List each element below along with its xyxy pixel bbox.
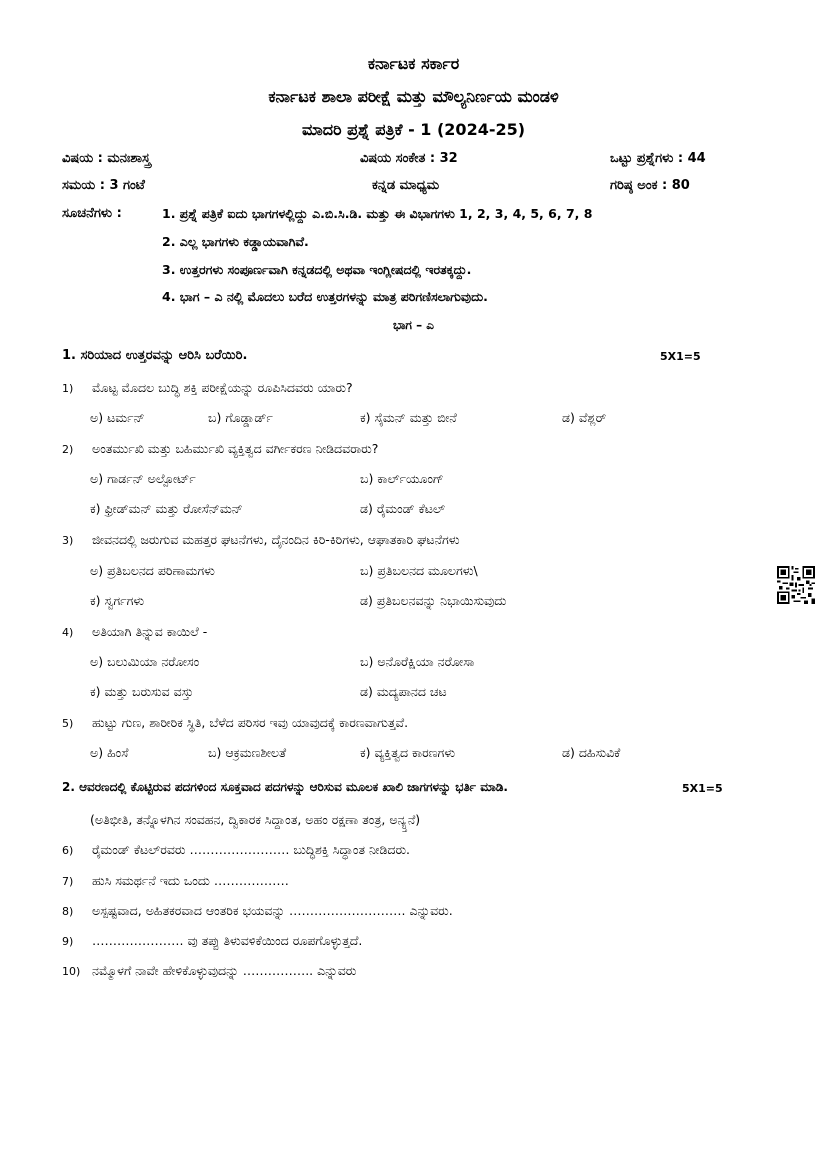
- question-number: 6): [62, 844, 74, 857]
- option: ಅ) ಪ್ರತಿಬಲನದ ಪರಿಣಾಮಗಳು: [90, 563, 215, 578]
- question-3: [62, 532, 460, 548]
- option: ಕ) ಸೈಮನ್ ಮತ್ತು ಬೀನೆ: [360, 410, 457, 425]
- question-number: 8): [62, 905, 74, 918]
- option: ಡ) ದಹಿಸುವಿಕೆ: [562, 745, 621, 760]
- medium: ಕನ್ನಡ ಮಾಧ್ಯಮ: [372, 178, 440, 193]
- word-bank: (ಅತಿಭೀತಿ, ತನ್ನೊಳಗಿನ ಸಂವಹನ, ದ್ವಿಕಾರಕ ಸಿದ್ದಾಂತ, ಅಹಂ ರಕ್ಷಣಾ ತಂತ್ರ, ಅನ್ಯ್ತನೆ): [90, 812, 421, 827]
- instruction-item: 1. ಪ್ರಶ್ನೆ ಪತ್ರಿಕೆ ಐದು ಭಾಗಗಳಲ್ಲಿದ್ದು ಎ.ಬಿ.ಸಿ.ಡಿ. ಮತ್ತು ಈ ವಿಭಾಗಗಳು 1, 2, 3, 4, 5, 6, 7, 8: [162, 206, 593, 221]
- total-questions: ಒಟ್ಟು ಪ್ರಶ್ನೆಗಳು : 44: [610, 151, 706, 166]
- part2-heading: 2. ಆವರಣದಲ್ಲಿ ಕೊಟ್ಟಿರುವ ಪದಗಳಿಂದ ಸೂಕ್ತವಾದ ಪದಗಳನ್ನು ಆರಿಸುವ ಮೂಲಕ ಖಾಲಿ ಜಾಗಗಳನ್ನು ಭರ್ತಿ ಮಾಡಿ.: [62, 780, 508, 794]
- option: ಬ) ಪ್ರತಿಬಲನದ ಮೂಲಗಳು\: [360, 563, 478, 578]
- option: ಡ) ವೆಶ್ಲರ್: [562, 410, 607, 425]
- question-text: ಅಸ್ಪಷ್ಟವಾದ, ಅಹಿತಕರವಾದ ಆಂತರಿಕ ಭಯವನ್ನು ………………………. ಎನ್ನುವರು.: [92, 903, 453, 918]
- part1-marks: 5X1=5: [660, 350, 701, 363]
- question-number: 1): [62, 382, 74, 395]
- government-title: ಕರ್ನಾಟಕ ಸರ್ಕಾರ: [367, 54, 460, 73]
- option: ಡ) ಮದ್ಯಪಾನದ ಚಟ: [360, 684, 447, 699]
- question-text: ಅತಿಯಾಗಿ ತಿನ್ನುವ ಕಾಯಿಲೆ -: [92, 624, 208, 639]
- part2-marks: 5X1=5: [682, 782, 723, 795]
- question-10: [62, 963, 356, 979]
- question-number: 2): [62, 443, 74, 456]
- question-7: [62, 873, 289, 889]
- instruction-item: 3. ಉತ್ತರಗಳು ಸಂಪೂರ್ಣವಾಗಿ ಕನ್ನಡದಲ್ಲಿ ಅಥವಾ ಇಂಗ್ಲೀಷದಲ್ಲಿ ಇರತಕ್ಕದ್ದು.: [162, 262, 472, 277]
- question-4: [62, 624, 207, 640]
- question-number: 3): [62, 534, 74, 547]
- question-5: [62, 715, 408, 731]
- option: ಅ) ಹಿಂಸೆ: [90, 745, 129, 760]
- board-title: ಕರ್ನಾಟಕ ಶಾಲಾ ಪರೀಕ್ಷೆ ಮತ್ತು ಮೌಲ್ಯನಿರ್ಣಯ ಮಂಡಳಿ: [268, 87, 559, 106]
- subject-code: ವಿಷಯ ಸಂಕೇತ : 32: [360, 151, 458, 166]
- question-number: 4): [62, 626, 74, 639]
- question-text: ರೈಮಂಡ್ ಕೆಟಲ್‌ರವರು …………………… ಬುದ್ಧಿಶಕ್ತಿ ಸಿದ್ಧಾಂತ ನೀಡಿದರು.: [92, 842, 411, 857]
- option: ಬ) ಗೊಡ್ಡಾರ್ಡ್: [208, 410, 273, 425]
- exam-time: ಸಮಯ : 3 ಗಂಟೆ: [62, 178, 145, 193]
- question-1: [62, 380, 353, 396]
- question-text: …………………. ವು ತಪ್ಪು ತಿಳುವಳಿಕೆಯಿಂದ ರೂಪಗೊಳ್ಳುತ್ತದೆ.: [92, 933, 363, 948]
- option: ಬ) ಅನೊರೆಕ್ಷಿಯಾ ನರೋಸಾ: [360, 654, 475, 669]
- instruction-item: 2. ಎಲ್ಲ ಭಾಗಗಳು ಕಡ್ಡಾಯವಾಗಿವೆ.: [162, 234, 309, 249]
- option: ಡ) ರೈಮಂಡ್ ಕೆಟಲ್: [360, 501, 446, 516]
- option: ಕ) ಮತ್ತು ಬರುಸುವ ವಸ್ತು: [90, 684, 194, 699]
- paper-title: ಮಾದರಿ ಪ್ರಶ್ನೆ ಪತ್ರಿಕೆ - 1 (2024-25): [301, 120, 526, 139]
- question-6: [62, 842, 410, 858]
- question-text: ನಮ್ಮೊಳಗೆ ನಾವೇ ಹೇಳಿಕೊಳ್ಳುವುದನ್ನು …………….. ಎನ್ನುವರು: [92, 963, 357, 978]
- part1-heading: 1. ಸರಿಯಾದ ಉತ್ತರವನ್ನು ಆರಿಸಿ ಬರೆಯಿರಿ.: [62, 348, 248, 363]
- question-text: ಜೀವನದಲ್ಲಿ ಜರುಗುವ ಮಹತ್ತರ ಘಟನೆಗಳು, ದೈನಂದಿನ ಕಿರಿ-ಕಿರಿಗಳು, ಆಘಾತಕಾರಿ ಘಟನೆಗಳು: [92, 532, 460, 547]
- option: ಬ) ಕಾರ್ಲ್‌ಯೂಂಗ್: [360, 471, 444, 486]
- option: ಡ) ಪ್ರತಿಬಲನವನ್ನು ನಿಭಾಯಿಸುವುದು: [360, 593, 507, 608]
- option: ಅ) ಬಲುಮಿಯಾ ನರೋಸಂ: [90, 654, 200, 669]
- question-number: 10): [62, 965, 81, 978]
- option: ಅ) ಗಾರ್ಡನ್ ಅಲ್ಪೋರ್ಟ್: [90, 471, 196, 486]
- question-text: ಮೊಟ್ಟ ಮೊದಲ ಬುದ್ಧಿ ಶಕ್ತಿ ಪರೀಕ್ಷೆಯನ್ನು ರೂಪಿಸಿದವರು ಯಾರು?: [92, 380, 353, 395]
- qr-code-icon: [777, 566, 815, 604]
- question-number: 9): [62, 935, 74, 948]
- question-number: 7): [62, 875, 74, 888]
- instructions-label: ಸೂಚನೆಗಳು :: [62, 206, 122, 221]
- question-text: ಹುಟ್ಟು ಗುಣ, ಶಾರೀರಿಕ ಸ್ಥಿತಿ, ಬೆಳೆದ ಪರಿಸರ ಇವು ಯಾವುದಕ್ಕೆ ಕಾರಣವಾಗುತ್ತವೆ.: [92, 715, 409, 730]
- question-text: ಹುಸಿ ಸಮರ್ಥನೆ ಇದು ಒಂದು ………………: [92, 873, 289, 888]
- option: ಬ) ಆಕ್ರಮಣಶೀಲತೆ: [208, 745, 287, 760]
- option: ಕ) ವ್ಯಕ್ತಿತ್ವದ ಕಾರಣಗಳು: [360, 745, 456, 760]
- question-number: 5): [62, 717, 74, 730]
- section-heading: ಭಾಗ – ಎ: [393, 318, 434, 332]
- max-marks: ಗರಿಷ್ಠ ಅಂಕ : 80: [610, 178, 690, 193]
- option: ಕ) ಫ್ರೀಡ್‌ಮನ್ ಮತ್ತು ರೋಸೆನ್‌ಮನ್: [90, 501, 243, 516]
- option: ಅ) ಟರ್ಮನ್: [90, 410, 145, 425]
- instruction-item: 4. ಭಾಗ – ಎ ನಲ್ಲಿ ಮೊದಲು ಬರೆದ ಉತ್ತರಗಳನ್ನು ಮಾತ್ರ ಪರಿಗಣಿಸಲಾಗುವುದು.: [162, 289, 488, 304]
- question-2: [62, 441, 378, 457]
- question-8: [62, 903, 453, 919]
- subject: ವಿಷಯ : ಮನಃಶಾಸ್ತ್ರ: [62, 151, 151, 166]
- question-text: ಅಂತರ್ಮುಖಿ ಮತ್ತು ಬಹಿರ್ಮುಖಿ ವ್ಯಕ್ತಿತ್ವದ ವರ್ಗೀಕರಣ ನೀಡಿದವರಾರು?: [92, 441, 379, 456]
- question-9: [62, 933, 362, 949]
- option: ಕ) ಸ್ವರ್ಗಗಳು: [90, 593, 145, 608]
